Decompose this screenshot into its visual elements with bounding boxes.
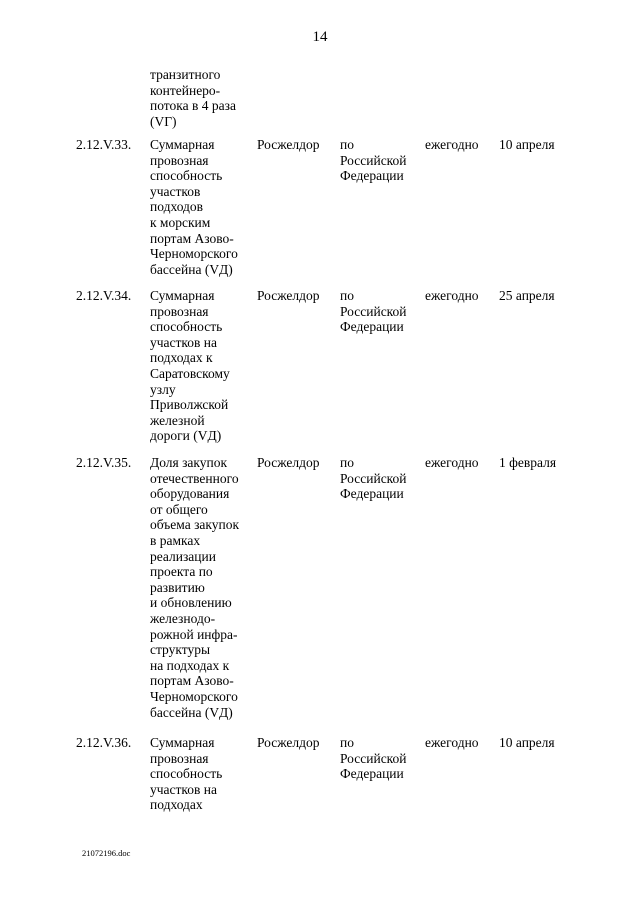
frequency: ежегодно [425, 288, 479, 303]
indicator-code: 2.12.V.34. [76, 288, 132, 303]
indicator-name-continuation: транзитного контейнеро- потока в 4 раза (VГ) [150, 67, 236, 129]
indicator-name: Доля закупок отечественного оборудования от общего объема закупок в рамках реализации проекта по развитию и обновлению железнодо- рожной инфра- структуры на подходах к портам Азово- Черноморского бассейна (VД) [150, 455, 240, 720]
indicator-code: 2.12.V.35. [76, 455, 132, 470]
frequency: ежегодно [425, 735, 479, 750]
responsible-agency: Росжелдор [257, 137, 320, 152]
footer-file-name: 21072196.doc [82, 848, 131, 858]
deadline: 25 апреля [499, 288, 555, 303]
deadline: 1 февраля [499, 455, 557, 470]
indicator-code: 2.12.V.36. [76, 735, 132, 750]
aggregation-level: по Российской Федерации [340, 288, 407, 335]
frequency: ежегодно [425, 455, 479, 470]
indicator-name: Суммарная провозная способность участков на подходах к Саратовскому узлу Приволжской железной дороги (VД) [150, 288, 230, 444]
deadline: 10 апреля [499, 735, 555, 750]
responsible-agency: Росжелдор [257, 455, 320, 470]
aggregation-level: по Российской Федерации [340, 455, 407, 502]
deadline: 10 апреля [499, 137, 555, 152]
indicator-name: Суммарная провозная способность участков подходов к морским портам Азово- Черноморского бассейна (VД) [150, 137, 238, 277]
responsible-agency: Росжелдор [257, 288, 320, 303]
frequency: ежегодно [425, 137, 479, 152]
indicator-code: 2.12.V.33. [76, 137, 132, 152]
indicator-name: Суммарная провозная способность участков на подходах [150, 735, 223, 813]
aggregation-level: по Российской Федерации [340, 735, 407, 782]
aggregation-level: по Российской Федерации [340, 137, 407, 184]
page-number: 14 [312, 29, 328, 45]
responsible-agency: Росжелдор [257, 735, 320, 750]
